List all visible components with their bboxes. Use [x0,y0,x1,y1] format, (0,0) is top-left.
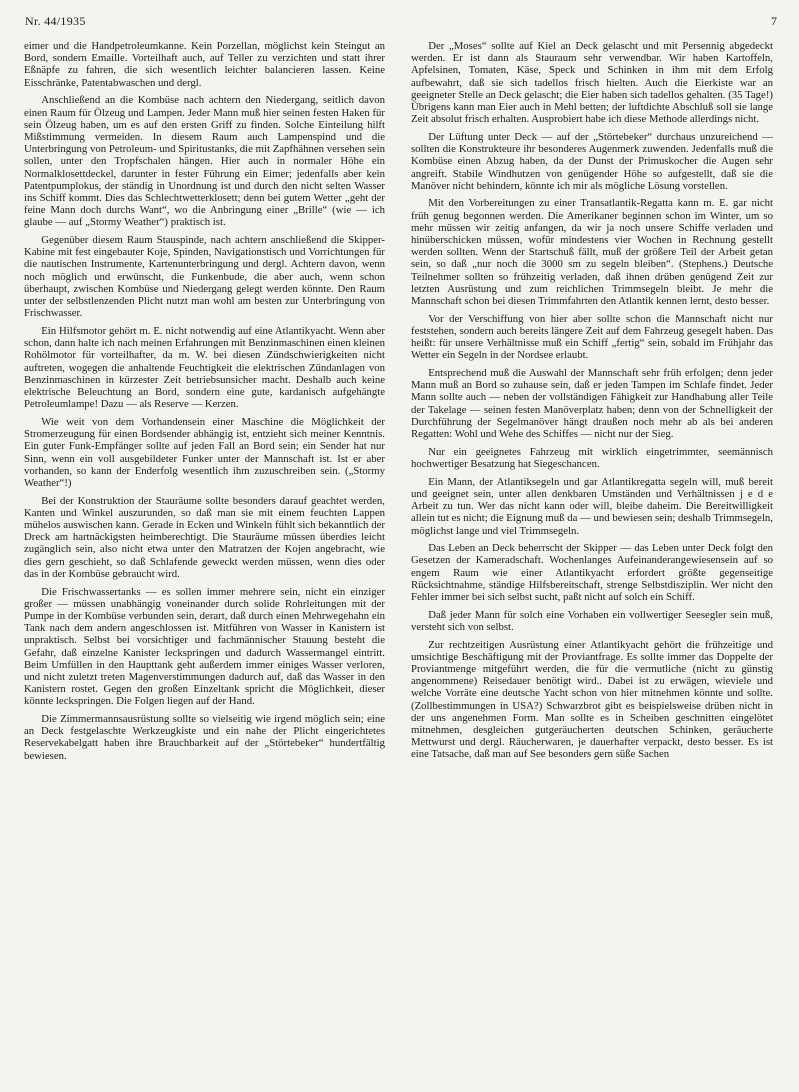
paragraph: Daß jeder Mann für solch eine Vorhaben ein vollwertiger Seesegler sein muß, versteht sich von selbst. [411,608,773,633]
paragraph: Zur rechtzeitigen Ausrüstung einer Atlantikyacht gehört die frühzeitige und umsichtige Beschäftigung mit der Proviantfrage. Es sollte immer das Doppelte der Proviantmenge mitgeführt werden, die für die vermutliche (nicht zu günstig angenommene) Reisedauer benötigt wird.. Dabei ist zu erwägen, wieviele und welche Vorräte eine deutsche Yacht schon von hier mitnehmen könnte und sollte. (Zollbestimmungen in USA?) Schwarzbrot gibt es beispielsweise drüben nicht in der uns angenehmen Form. Man sollte es in Scheiben geschnitten eingelötet mitnehmen, desgleichen gutgeräucherten deutschen Schinken, geräucherte Mettwurst und dergl. Räucherwaren, je dauerhafter verpackt, desto besser. Es ist eine Tatsache, daß man auf See besonders gern süße Sachen [411,638,773,761]
paragraph: Vor der Verschiffung von hier aber sollte schon die Mannschaft nicht nur feststehen, sondern auch bereits längere Zeit auf dem Fahrzeug gesegelt haben. Das heißt: für unsere Verhältnisse muß ein Schiff „fertig“ sein, sobald im Frühjahr das Wetter ein Segeln in der Nordsee erlaubt. [411,312,773,362]
issue-number: Nr. 44/1935 [25,14,86,28]
left-column [24,40,385,767]
paragraph: Ein Mann, der Atlantiksegeln und gar Atlantikregatta segeln will, muß bereit und geeignet sein, unter allen denkbaren Umständen und Verhältnissen j e d e Arbeit zu tun. Wer das nicht kann oder will, bleibe daheim. Die Bereitwilligkeit allein tut es nicht; die Eignung muß da — und bewiesen sein; deshalb Trimmsegeln, möglichst lange und viel Trimmsegeln. [411,475,773,537]
paragraph: Die Frischwassertanks — es sollen immer mehrere sein, nicht ein einziger großer — müssen unabhängig voneinander durch solide Rohrleitungen mit der Pumpe in der Kombüse verbunden sein, derart, daß durch einen Mehrwegehahn ein Tank nach dem andern angeschlossen ist. Mitführen von Wasser in Kanistern ist unpraktisch. Selbst bei vorsichtiger und fachmännischer Stauung besteht die Gefahr, daß einzelne Kanister leckspringen und dadurch Wassermangel eintritt. Beim Umfüllen in den Haupttank geht außerdem immer einiges Wasser verloren, und nicht zuletzt treten Magenverstimmungen dadurch auf, daß das Wasser in den Kanistern rostet. Gegen den großen Einzeltank spricht die Möglichkeit, dieser könnte leckspringen. Die Folgen liegen auf der Hand. [24,585,385,708]
paragraph: Wie weit von dem Vorhandensein einer Maschine die Möglichkeit der Stromerzeugung für einen Bordsender abhängig ist, entzieht sich meiner Kenntnis. Ein guter Funk-Empfänger sollte auf jeden Fall an Bord sein; ein Sender hat nur Sinn, wenn ein voll ausgebildeter Funker unter der Mannschaft ist. Ist er aber vorhanden, so kann der Enderfolg wesentlich ihm zuzuschreiben sein. („Stormy Weather“!) [24,415,385,489]
paragraph: Der „Moses“ sollte auf Kiel an Deck gelascht und mit Persennig abgedeckt werden. Er ist dann als Stauraum sehr verwendbar. Wir haben Kartoffeln, Apfelsinen, Tomaten, Käse, Speck und Schinken in ihm mit dem Erfolg aufbewahrt, daß sie sich tadellos frisch hielten. Auch die Eierkiste war an geeigneter Stelle an Deck gelascht; die Eier haben sich tadellos gehalten. (35 Tage!) Übrigens kann man Eier auch in Mehl betten; der luftdichte Abschluß soll sie lange Zeit absolut frisch erhalten. Ausprobiert habe ich diese Methode allerdings nicht. [411,40,773,126]
paragraph: Gegenüber diesem Raum Stauspinde, nach achtern anschließend die Skipper-Kabine mit fest eingebauter Koje, Spinden, Navigationstisch und Vorrichtungen für die nautischen Instrumente, Kartenunterbringung und dergl. Achtern davon, wenn noch möglich und erwünscht, die Funkenbude, die aber auch, wenn schon überhaupt, zwischen Kombüse und Niedergang gelegt werden könnte. Den Raum unter der selbstlenzenden Plicht nutzt man wohl am besten zur Unterbringung von Frischwasser. [24,234,385,320]
paragraph: Der Lüftung unter Deck — auf der „Störtebeker“ durchaus unzureichend — sollten die Konstrukteure ihr besonderes Augenmerk zuwenden. Jedenfalls muß die Kombüse einen Abzug haben, da der Dunst der Primuskocher die Augen sehr angreift. Stabile Windhutzen von genügender Höhe so aufgestellt, daß sie die Manöver nicht behindern, könnte ich mir als mögliche Lösung vorstellen. [411,130,773,192]
paragraph: Entsprechend muß die Auswahl der Mannschaft sehr früh erfolgen; denn jeder Mann muß an Bord so zuhause sein, daß er jeden Tampen im Schlafe findet. Jeder Mann sollte auch — neben der vollständigen Fähigkeit zur Handhabung aller Teile der Takelage — seinen festen Manöverplatz haben; denn von der Schnelligkeit der Durchführung der Segelmanöver hängt draußen noch mehr ab als bei anderen Regatten: Wohl und Wehe des Schiffes — nicht nur der Sieg. [411,367,773,441]
paragraph: Ein Hilfsmotor gehört m. E. nicht notwendig auf eine Atlantikyacht. Wenn aber schon, dann halte ich nach meinen Erfahrungen mit Benzinmaschinen einen kleinen Rohölmotor für vorteilhafter, da m. W. bei diesen Zündschwierigkeiten nicht auftreten, wogegen die anhaltende Feuchtigkeit die elektrischen Zündanlagen von Benzinmaschinen in kürzester Zeit betriebsunsicher macht. Deshalb auch keine elektrische Beleuchtung an Bord, sondern eine gute, kardanisch aufgehängte Petroleumlampe! Dazu — als Reserve — Kerzen. [24,324,385,411]
paragraph: Das Leben an Deck beherrscht der Skipper — das Leben unter Deck folgt den Gesetzen der Kameradschaft. Wochenlanges Aufeinanderangewiesensein auf so engem Raum wie einer Atlantikyacht erfordert größte gegenseitige Rücksichtnahme, ständige Hilfsbereitschaft, strenge Selbstdisziplin. Wer nicht den Fehler immer bei sich selbst sucht, paßt nicht auf solch ein Schiff. [411,542,773,604]
paragraph: Mit den Vorbereitungen zu einer Transatlantik-Regatta kann m. E. gar nicht früh genug begonnen werden. Die Amerikaner beginnen schon im Winter, um so mehr müssen wir zeitig anfangen, da wir ja noch unsere Schiffe verladen und hinüberschicken müssen, wofür mindestens vier Wochen in Rechnung gestellt werden sollten. Wenn der Startschuß fällt, muß der größere Teil der Arbeit getan sein, so daß „nur noch die 3000 sm zu segeln bleiben“. (Stephens.) Deutsche Teilnehmer sollten so frühzeitig verladen, daß ihnen drüben genügend Zeit zur letzten Ausrüstung und zum reichlichen Trimmsegeln bleibt. Je mehr die Mannschaft schon bei diesen Trimmfahrten den Atlantik kennen lernt, desto besser. [411,197,773,308]
paragraph: Bei der Konstruktion der Stauräume sollte besonders darauf geachtet werden, Kanten und Winkel auszurunden, so daß man sie mit einem feuchten Lappen mühelos auswischen kann. Gerade in Ecken und Winkeln fühlt sich bekanntlich der Dreck am hartnäckigsten heimberechtigt. Die Stauräume müssen überdies leicht zugänglich sein, also nicht etwa unter den Matratzen der Kojen angebracht, wie dies gern geschieht, so daß Schlafende geweckt werden müssen, wenn dies oder das in der Kombüse gebraucht wird. [24,494,385,580]
paragraph: Anschließend an die Kombüse nach achtern den Niedergang, seitlich davon einen Raum für Ölzeug und Lampen. Jeder Mann muß hier seinen festen Haken für sein Ölzeug haben, um es auf den ersten Griff zu finden. Solche Einteilung hilft Mißstimmung vermeiden. In diesem Raum auch Lampenspind und die Unterbringung von Petroleum- und Spiritustanks, die mit Zapfhähnen versehen sein sollen, unter den Tropfschalen hängen. Hier auch in normaler Höhe ein Normalklosettdeckel, darunter in fester Führung ein Eimer; jedenfalls aber kein Patentpumplokus, der ständig in Unordnung ist und durch den nicht selten Wasser ins Schiff kommt. Dies das Schlechtwetterklosett; denn bei gutem Wetter „geht der feine Mann doch durchs Want“, wo die Anbringung einer „Brille“ (wie — ich glaube — auf „Stormy Weather“) praktisch ist. [24,94,385,229]
paragraph: Nur ein geeignetes Fahrzeug mit wirklich eingetrimmter, seemännisch hochwertiger Besatzung hat Siegeschancen. [411,445,773,470]
paragraph: eimer und die Handpetroleumkanne. Kein Porzellan, möglichst kein Steingut an Bord, sondern Emaille. Vorteilhaft auch, auf Teller zu verzichten und statt ihrer Eßnäpfe zu fahren, die sich wesentlich leichter balancieren lassen. Keine Eisschränke, Patentabwaschen und dergl. [24,40,385,89]
page-number: 7 [771,14,777,28]
right-column [411,40,773,766]
paragraph: Die Zimmermannsausrüstung sollte so vielseitig wie irgend möglich sein; eine an Deck festgelaschte Werkzeugkiste und ein nahe der Plicht eingerichtetes Reservekabelgatt haben ihre Brauchbarkeit auf der „Störtebeker“ hundertfältig bewiesen. [24,713,385,762]
